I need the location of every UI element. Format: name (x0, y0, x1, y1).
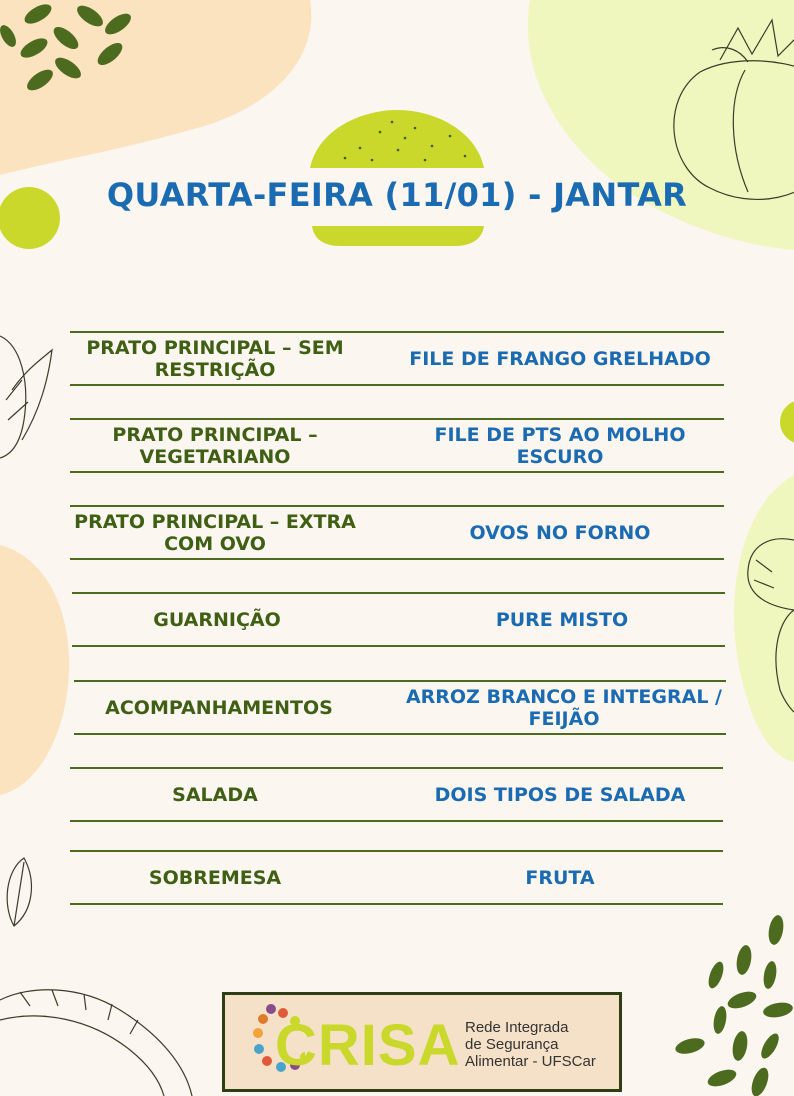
menu-item: FRUTA (525, 866, 595, 889)
row-bottom-line (70, 558, 724, 560)
organization-line: Alimentar - UFSCar (465, 1053, 596, 1070)
menu-row (70, 505, 724, 560)
menu-item: DOIS TIPOS DE SALADA (434, 783, 686, 806)
menu-item: FILE DE PTS AO MOLHO ESCURO (434, 423, 686, 468)
menu-category: GUARNIÇÃO (153, 608, 281, 631)
organization-line: de Segurança (465, 1036, 559, 1053)
menu-item: ARROZ BRANCO E INTEGRAL / FEIJÃO (405, 685, 723, 730)
menu-category: ACOMPANHAMENTOS (105, 696, 333, 719)
row-bottom-line (70, 820, 723, 822)
row-bottom-line (70, 903, 723, 905)
menu-row (70, 850, 723, 905)
row-bottom-line (70, 471, 724, 473)
menu-row (74, 680, 726, 735)
menu-row (70, 418, 724, 473)
organization-line: Rede Integrada (465, 1019, 569, 1036)
menu-item: FILE DE FRANGO GRELHADO (409, 347, 711, 370)
page-title: QUARTA-FEIRA (11/01) - JANTAR (106, 176, 688, 214)
row-bottom-line (72, 645, 725, 647)
menu-category: SALADA (172, 783, 258, 806)
menu-category: SOBREMESA (148, 866, 282, 889)
crisa-logo-box (222, 992, 622, 1092)
row-bottom-line (70, 384, 724, 386)
menu-category: PRATO PRINCIPAL – VEGETARIANO (112, 423, 318, 468)
menu-category: PRATO PRINCIPAL – SEM RESTRIÇÃO (86, 336, 344, 381)
menu-item: PURE MISTO (495, 608, 629, 631)
organization-name (465, 1019, 596, 1070)
menu-row (70, 331, 724, 386)
menu-row (72, 592, 725, 647)
crisa-logo-word: CRISA (275, 1013, 461, 1078)
menu-row (70, 767, 723, 822)
menu-item: OVOS NO FORNO (469, 521, 651, 544)
row-bottom-line (74, 733, 726, 735)
menu-category: PRATO PRINCIPAL – EXTRA COM OVO (74, 510, 356, 555)
